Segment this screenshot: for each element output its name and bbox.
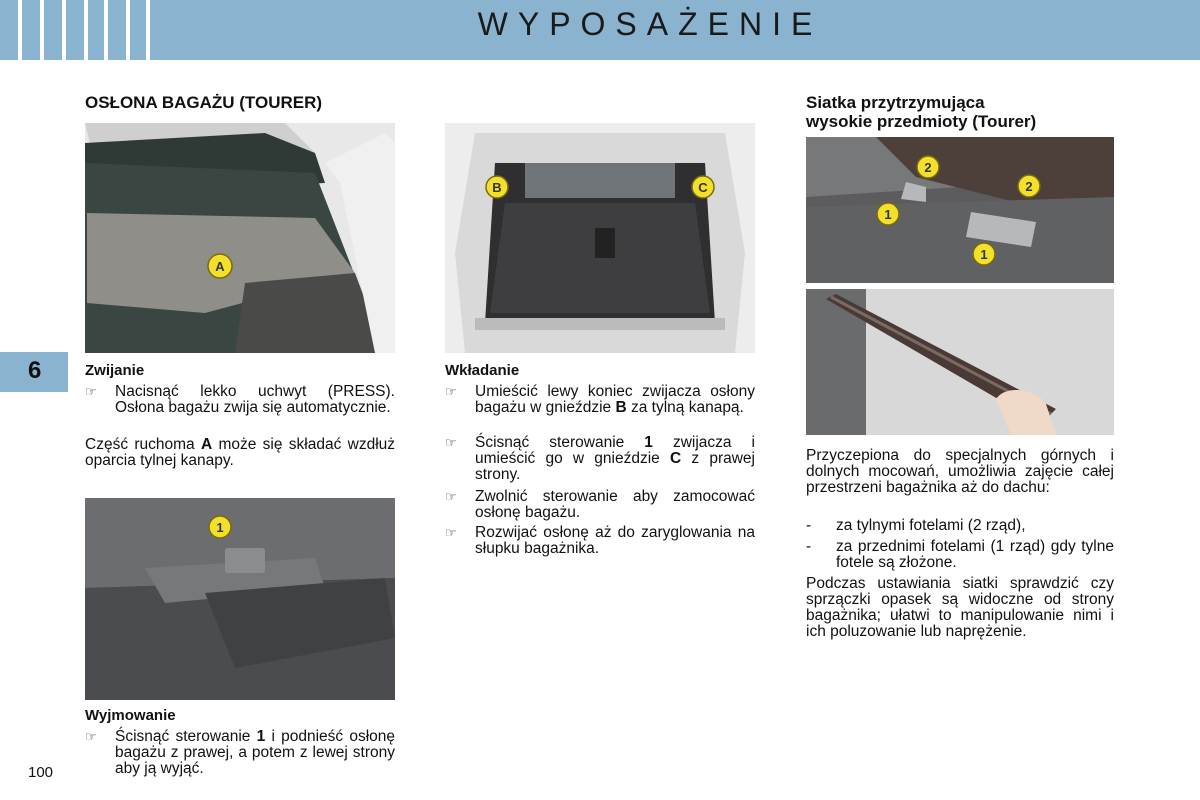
- header-stripe: [18, 0, 22, 60]
- pointing-hand-icon: ☞: [85, 729, 97, 744]
- list-item: - za tylnymi fotelami (2 rząd),: [806, 517, 1026, 534]
- list-item: ☞ Umieścić lewy koniec zwijacza osłony bagażu w gnieździe B za tylną kanapą.: [445, 383, 755, 416]
- chapter-number: 6: [28, 357, 42, 384]
- note-paragraph: Część ruchoma A może się składać wzdłuż oparcia tylnej kanapy.: [85, 436, 396, 469]
- pointing-hand-icon: ☞: [85, 384, 97, 399]
- intro-paragraph: Przyczepiona do specjalnych górnych i dolnych mocowań, umożliwia zajęcie całej przestrzeni bagażnika aż do dachu:: [806, 447, 1114, 496]
- heading-zwijanie: Zwijanie: [85, 362, 145, 379]
- photo-net-anchors: [806, 137, 1114, 283]
- header-stripe: [126, 0, 130, 60]
- header-stripe: [104, 0, 108, 60]
- header-stripe: [84, 0, 88, 60]
- callout-label: 2: [1025, 179, 1033, 194]
- header-stripe: [40, 0, 44, 60]
- callout-label: A: [215, 259, 225, 274]
- pointing-hand-icon: ☞: [445, 489, 457, 504]
- header-stripe: [146, 0, 150, 60]
- section-title: Siatka przytrzymująca wysokie przedmioty (Tourer): [806, 93, 1037, 131]
- list-item: - za przednimi fotelami (1 rząd) gdy tylne fotele są złożone.: [806, 538, 1114, 571]
- list-item: ☞ Zwolnić sterowanie aby zamocować osłonę bagażu.: [445, 488, 755, 521]
- photo-cargo-cover: [85, 123, 395, 353]
- header-stripe: [62, 0, 66, 60]
- pointing-hand-icon: ☞: [445, 525, 457, 540]
- callout-label: 1: [216, 520, 224, 535]
- callout-label: 1: [884, 207, 892, 222]
- photo-net-roller: [806, 289, 1114, 435]
- photo-trunk-rear: [445, 123, 755, 353]
- heading-wkladanie: Wkładanie: [445, 362, 520, 379]
- list-item: ☞ Ścisnąć sterowanie 1 i podnieść osłonę bagażu z prawej, a potem z lewej strony aby ją wyjąć.: [85, 728, 395, 777]
- header-band: [0, 0, 1200, 60]
- section-title: OSŁONA BAGAŻU (TOURER): [85, 93, 323, 112]
- callout-label: 2: [924, 160, 932, 175]
- note-paragraph: Podczas ustawiania siatki sprawdzić czy sprzączki opasek są widoczne od strony bagażnika; ułatwi to manipulowanie nimi i ich poluzowanie lub naprężenie.: [806, 575, 1114, 640]
- callout-label: 1: [980, 247, 988, 262]
- callout-label: B: [492, 180, 502, 195]
- pointing-hand-icon: ☞: [445, 384, 457, 399]
- chapter-tab: [0, 352, 68, 392]
- photo-release-control: [85, 498, 395, 700]
- page-title: WYPOSAŻENIE: [477, 6, 823, 42]
- page-number: 100: [28, 764, 54, 781]
- list-item: ☞ Rozwijać osłonę aż do zaryglowania na słupku bagażnika.: [445, 524, 755, 557]
- heading-wyjmowanie: Wyjmowanie: [85, 707, 176, 724]
- list-item: ☞ Nacisnąć lekko uchwyt (PRESS). Osłona bagażu zwija się automatycznie.: [85, 383, 395, 416]
- pointing-hand-icon: ☞: [445, 435, 457, 450]
- callout-label: C: [698, 180, 708, 195]
- list-item: ☞ Ścisnąć sterowanie 1 zwijacza i umieścić go w gnieździe C z prawej strony.: [445, 434, 755, 483]
